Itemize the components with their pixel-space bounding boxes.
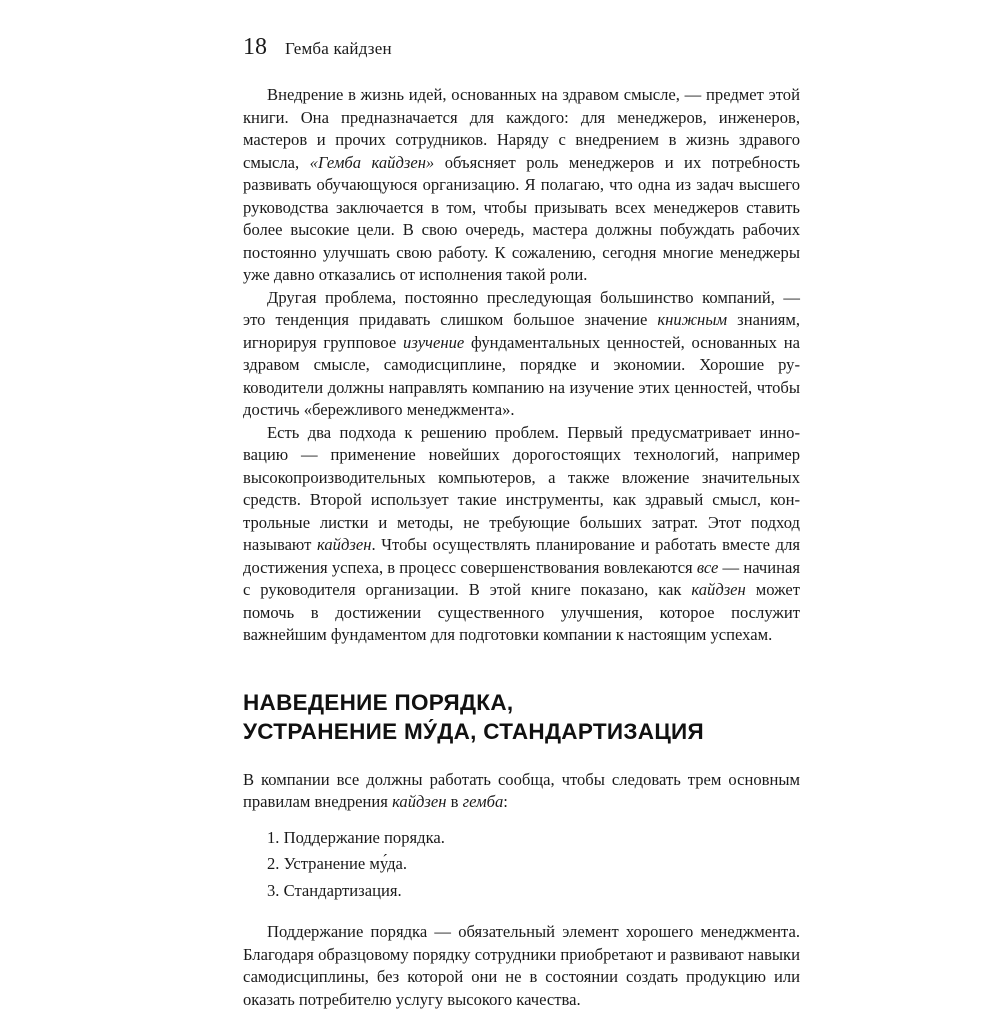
- emphasis-learning: изучение: [403, 332, 465, 352]
- paragraph-2: Другая проблема, постоянно преследующая большинство компаний, — это тенденция придавать слишком большое значение книжным знаниям, игнорируя групповое изучение фундаментальных ценностей, основанных на здравом смысле, самодисциплине, порядке и экономии. Хорошие руководители должны направлять компанию на изучение этих ценностей, чтобы достичь «бережливого менеджмента».: [243, 287, 800, 419]
- emphasis-everyone: все: [696, 557, 719, 577]
- emphasis-bookish: книжным: [657, 310, 728, 329]
- list-item: 1. Поддержание порядка.: [267, 827, 445, 847]
- paragraph-4: В компании все должны работать сообща, чтобы следовать трем основным правилам внедрения кайдзен в гемба:: [243, 769, 800, 811]
- rules-list: [243, 827, 800, 903]
- section-heading-line-2: УСТРАНЕНИЕ МУ́ДА, СТАНДАРТИЗАЦИЯ: [243, 718, 705, 744]
- list-item: 3. Стандартизация.: [267, 880, 402, 900]
- list-item: 2. Устранение му́да.: [267, 854, 408, 873]
- running-head-title: Гемба кайдзен: [285, 39, 392, 58]
- emphasis-kaizen: кайдзен: [691, 580, 746, 599]
- emphasis-gemba: гемба: [462, 792, 504, 811]
- running-head: [243, 34, 392, 61]
- paragraph-3: Есть два подхода к решению проблем. Первый предусматривает инновацию — применение новейших дорогостоящих технологий, например высокопроизводительных компьютеров, а также вложение значительных средств. Второй использует такие инструменты, как здравый смысл, контрольные листки и методы, не требующие больших затрат. Этот подход называют кайдзен. Чтобы осуществлять планирование и работать вместе для достижения успеха, в процесс совершенствования вовлекаются все — начиная с руководителя организации. В этой книге показано, как кайдзен может помочь в достижении существенного улучшения, которое послужит важнейшим фундаментом для подготовки компании к настоящим успехам.: [243, 422, 801, 644]
- page-number: 18: [243, 34, 267, 60]
- emphasis-kaizen: кайдзен: [392, 792, 447, 811]
- section-heading: [243, 688, 800, 746]
- body-text: [243, 84, 800, 1011]
- emphasis-kaizen: кайдзен: [317, 535, 372, 554]
- book-title-italic: «Гемба кайдзен»: [309, 152, 435, 172]
- section-heading-line-1: НАВЕДЕНИЕ ПОРЯДКА,: [243, 689, 514, 715]
- paragraph-5: Поддержание порядка — обязательный элемент хорошего менеджмента. Благодаря образцовому порядку сотрудники приобретают и развивают навыки самодисциплины, без которой они не в состоянии создать продукцию или оказать потребителю услугу высокого качества.: [243, 922, 800, 1009]
- paragraph-1: Внедрение в жизнь идей, основанных на здравом смысле, — предмет этой книги. Она предназначается для каждого: для менеджеров, инженеров, мастеров и прочих сотрудников. Наряду с внедрением в жизнь здравого смысла, «Гемба кайдзен» объясняет роль менеджеров и их потребность развивать обучающуюся организацию. Я полагаю, что одна из задач высшего руководства заключается в том, чтобы призывать всех менеджеров ставить более высокие цели. В свою очередь, мастера должны побуждать рабочих постоянно улучшать свою работу. К сожалению, сегодня многие менеджеры уже давно отказались от исполнения такой роли.: [243, 85, 800, 284]
